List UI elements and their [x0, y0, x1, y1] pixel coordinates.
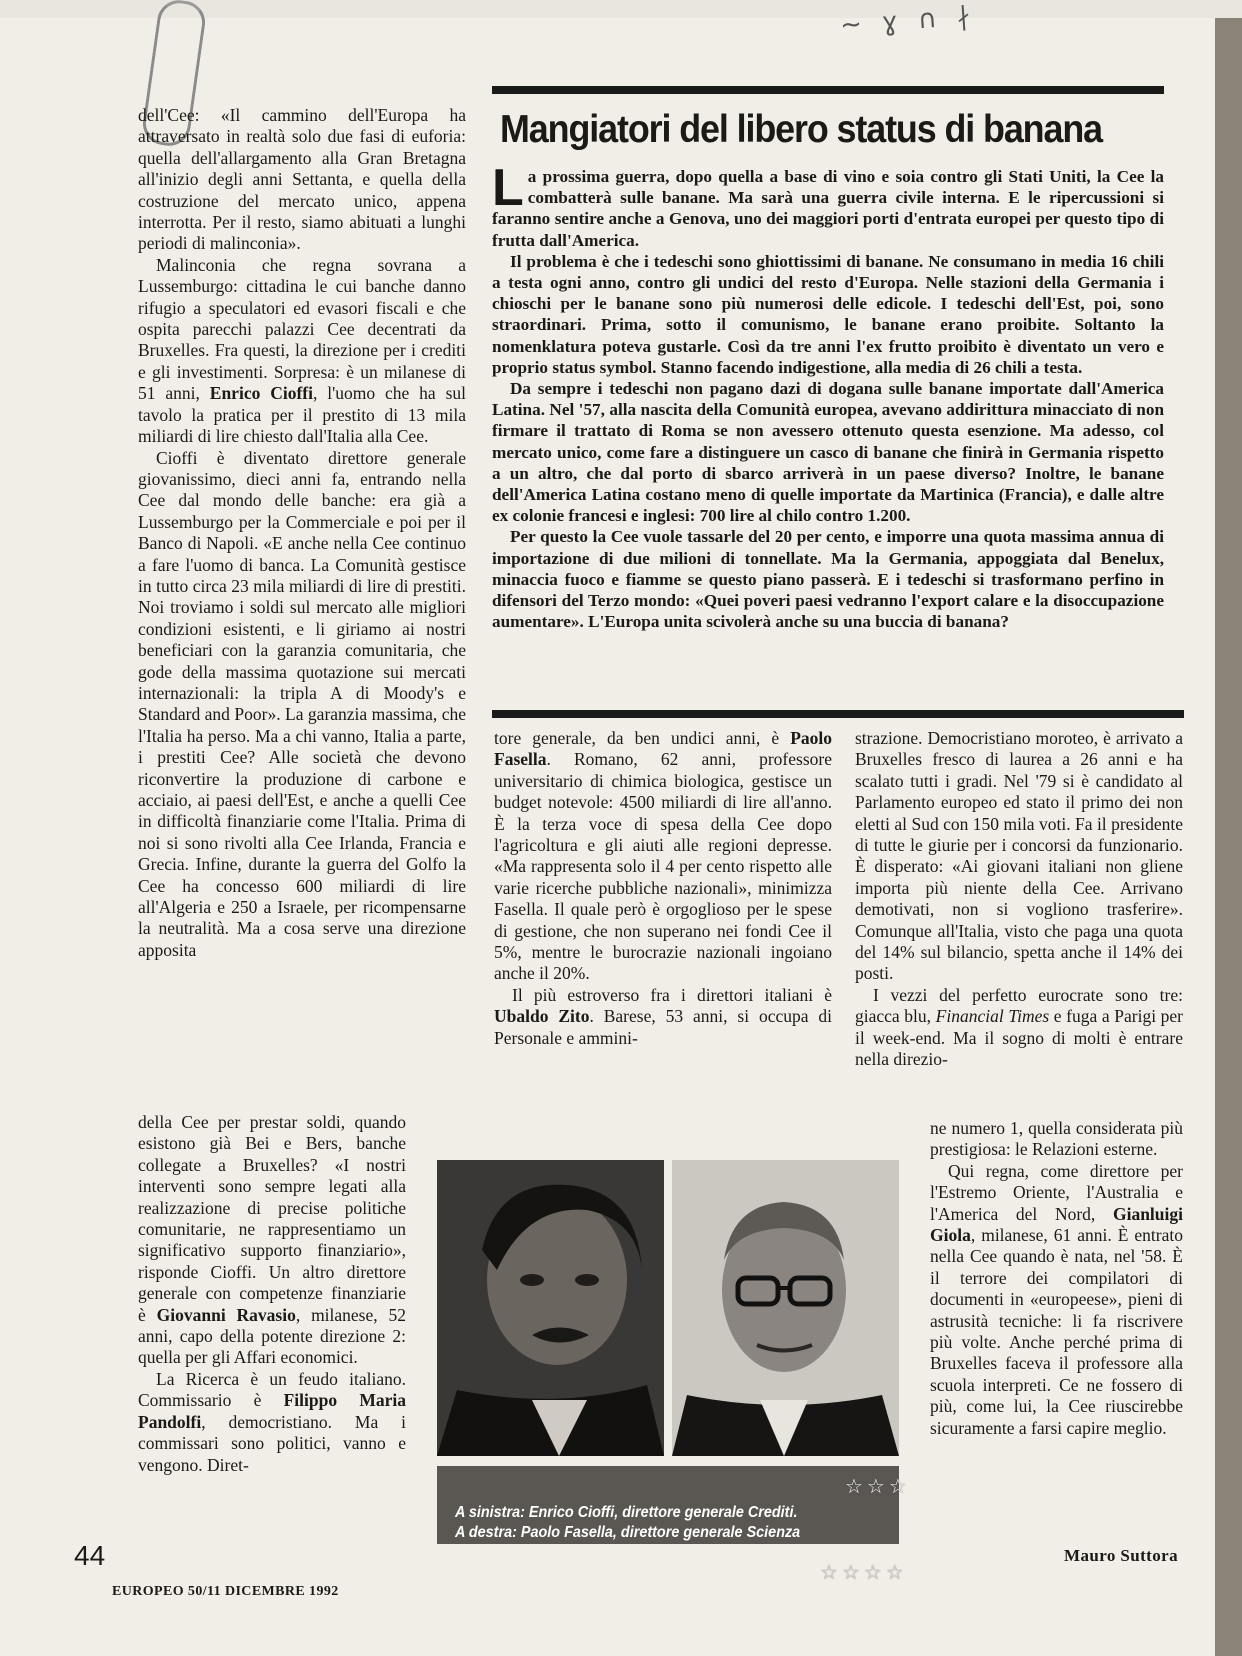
paragraph: dell'Cee: «Il cammino dell'Europa ha attraversato in realtà solo due fasi di euforia: quella dell'allargamento alla Gran Bretagna all'inizio degli anni Settanta, e quella della costruzione del mercato unico, appena interrotta. Per il resto, siamo abituati a lunghi periodi di malinconia». [138, 105, 466, 254]
paragraph: I vezzi del perfetto eurocrate sono tre: giacca blu, Financial Times e fuga a Parigi per il week-end. Ma il sogno di molti è entrare nella direzio- [855, 984, 1184, 1070]
portrait-photo-icon [672, 1160, 899, 1456]
paragraph: tore generale, da ben undici anni, è Paolo Fasella. Romano, 62 anni, professore universitario di chimica biologica, gestisce un budget notevole: 4500 miliardi di lire all'anno. È la terza voce di spesa della Cee dopo l'agricoltura e gli aiuti alle regioni depresse. «Ma rappresenta solo il 4 per cento rispetto alle varie ricerche pubbliche nazionali», minimizza Fasella. Il quale però è orgoglioso per le spese di gestione, che non superano nei fondi Cee il 5%, mentre le burocrazie nazionali ingoiano anche il 20%. [494, 728, 832, 984]
paragraph: Cioffi è diventato direttore generale giovanissimo, dieci anni fa, entrando nella Cee dal mondo delle banche: era già a Lussemburgo per la Commerciale e poi per il Banco di Napoli. «E anche nella Cee continuo a fare l'uomo di banca. La Comunità gestisce in tutto circa 23 mila miliardi di lire di prestiti. Noi troviamo i soldi sul mercato alle migliori condizioni esistenti, e li giriamo ai nostri beneficiari con la garanzia comunitaria, che gode della massima quotazione sui mercati internazionali: la tripla A di Moody's e Standard and Poor». La garanzia massima, che l'Italia ha perso. Ma a chi vanno, Italia a parte, i prestiti Cee? Alle società che devono riconvertire la produzione di carbone e acciaio, ai paesi dell'Est, e anche a quelli Cee in difficoltà finanziarie come l'Italia. Prima di noi si sono rivolti alla Cee Irlanda, Francia e Grecia. Infine, durante la guerra del Golfo la Cee ha concesso 600 miliardi di lire all'Algeria e 250 a Israele, per ricompensarne la neutralità. Ma a cosa serve una direzione apposita [138, 447, 466, 960]
paragraph: Da sempre i tedeschi non pagano dazi di dogana sulle banane importate dall'America Latina. Nel '57, alla nascita della Comunità europea, avevano addirittura minacciato di non firmare il trattato di Roma se non avessero ottenuto questa esenzione. Ma adesso, col mercato unico, come fare a distinguere un casco di banane che finirà in Germania rispetto a un altro, che dal porto di sbarco arriverà in un paese diverso? Inoltre, le banane dell'America Latina costano meno di quelle importate da Martinica (Francia), e dalle altre ex colonie francesi e inglesi: 700 lire al chilo contro 1.200. [492, 379, 1164, 526]
paragraph: ne numero 1, quella considerata più prestigiosa: le Relazioni esterne. [930, 1118, 1183, 1160]
eu-stars-icon: ☆☆☆☆ [820, 1562, 908, 1584]
photo-enrico-cioffi [437, 1160, 664, 1456]
paragraph: Il problema è che i tedeschi sono ghiottissimi di banane. Ne consumano in media 16 chili a testa ogni anno, contro gli undici del resto d'Europa. Nelle stazioni della Germania i chioschi per le banane sono più numerosi delle edicole. I tedeschi dell'Est, poi, sono straordinari. Prima, sotto il comunismo, le banane erano proibite. Soltanto la nomenklatura poteva gustarle. Così da tre anni l'ex frutto proibito è diventato un vero e proprio status symbol. Stanno facendo indigestione, alla media di 26 chili a testa. [492, 251, 1164, 377]
person-name: Giovanni Ravasio [156, 1304, 296, 1325]
rule-top [492, 86, 1164, 94]
caption-line: A sinistra: Enrico Cioffi, direttore generale Crediti. [455, 1504, 798, 1521]
publication-name: Financial Times [935, 1006, 1050, 1027]
paragraph: La Ricerca è un feudo italiano. Commissario è Filippo Maria Pandolfi, democristiano. Ma i commissari sono politici, vanno e vengono. Diret- [138, 1368, 406, 1475]
person-name: Enrico Cioffi [209, 383, 313, 404]
footer-issue: EUROPEO 50/11 DICEMBRE 1992 [112, 1584, 339, 1599]
rule-bottom [492, 710, 1184, 718]
left-column-lower [138, 1112, 406, 1476]
right-column [855, 728, 1183, 1071]
eu-stars-icon: ☆☆☆ [845, 1476, 911, 1498]
person-name: Filippo Maria Pandolfi [138, 1390, 406, 1432]
middle-column [494, 728, 832, 1049]
left-column [138, 105, 466, 961]
handwritten-note: ~ ɣ ∩ ∤ [839, 1, 977, 41]
paragraph: della Cee per prestar soldi, quando esistono già Bei e Bers, banche collegate a Bruxelles? «I nostri interventi sono sempre legati alla realizzazione di precise politiche comunitarie, ne rappresentiamo un significativo supporto finanziario», risponde Cioffi. Un altro direttore generale con competenze finanziarie è Giovanni Ravasio, milanese, 52 anni, capo della potente direzione 2: quella per gli Affari economici. [138, 1112, 406, 1368]
portrait-photo-icon [437, 1160, 664, 1456]
person-name: Ubaldo Zito [494, 1006, 590, 1027]
headline: Mangiatori del libero status di banana [500, 108, 1102, 151]
paragraph: La prossima guerra, dopo quella a base di vino e soia contro gli Stati Uniti, la Cee la combatterà sulle banane. Ma sarà una guerra civile interna. E le ripercussioni si faranno sentire anche a Genova, uno dei maggiori porti d'entrata europei per questo tipo di frutta dall'America. [492, 159, 1164, 250]
page-number: 44 [74, 1540, 106, 1571]
box-text [492, 159, 1164, 632]
photo-caption [455, 1503, 851, 1543]
paragraph: Malinconia che regna sovrana a Lussemburgo: cittadina le cui banche danno rifugio a speculatori ed evasori fiscali e che ospita parecchi palazzi Cee decentrati da Bruxelles. Fra questi, la direzione per i crediti e gli investimenti. Sorpresa: è un milanese di 51 anni, Enrico Cioffi, l'uomo che ha sul tavolo la pratica per il prestito di 13 mila miliardi di lire chiesto dall'Italia alla Cee. [138, 254, 466, 447]
paragraph: Qui regna, come direttore per l'Estremo Oriente, l'Australia e l'America del Nord, Gianluigi Giola, milanese, 61 anni. È entrato nella Cee quando è nata, nel '58. È il terrore dei compilatori di documenti in «europeese», pieni di astrusità tecniche: li fa riscrivere più volte. Anche perché prima di Bruxelles faceva il professore alla scuola interpreti. Ce ne fossero di più, come lui, la Cee riuscirebbe sicuramente a farsi capire meglio. [930, 1160, 1183, 1438]
caption-line: A destra: Paolo Fasella, direttore generale Scienza [455, 1524, 801, 1541]
paragraph: Il più estroverso fra i direttori italiani è Ubaldo Zito. Barese, 53 anni, si occupa di Personale e ammini- [494, 984, 833, 1048]
paragraph: Per questo la Cee vuole tassarle del 20 per cento, e imporre una quota massima annua di importazione di due milioni di tonnellate. Ma la Germania, appoggiata dal Benelux, minaccia fuoco e fiamme se questo piano passerà. E i tedeschi si trasformano perfino in difensori del Terzo mondo: «Quei poveri paesi vedranno l'export calare e la disoccupazione aumentare». L'Europa unita scivolerà anche su una buccia di banana? [492, 527, 1164, 632]
person-name: Paolo Fasella [494, 728, 832, 770]
right-column-lower [930, 1118, 1183, 1439]
author-byline: Mauro Suttora [1064, 1546, 1178, 1565]
person-name: Gianluigi Giola [930, 1203, 1183, 1246]
paragraph: strazione. Democristiano moroteo, è arrivato a Bruxelles fresco di laurea a 26 anni e ha scalato tutti i gradi. Nel '79 si è candidato al Parlamento europeo ed stato il primo dei non eletti al Sud con 150 mila voti. Fa il presidente di tutte le giurie per i concorsi da funzionario. È disperato: «Ai giovani italiani non gliene importa più niente della Cee. Arrivano demotivati, non si vogliono trasferire». Comunque all'Italia, visto che paga una quota del 14% sul bilancio, spetta anche il 14% dei posti. [855, 728, 1183, 984]
sidebar-box [492, 86, 1164, 632]
drop-cap: L [492, 159, 524, 217]
photo-paolo-fasella [672, 1160, 899, 1456]
